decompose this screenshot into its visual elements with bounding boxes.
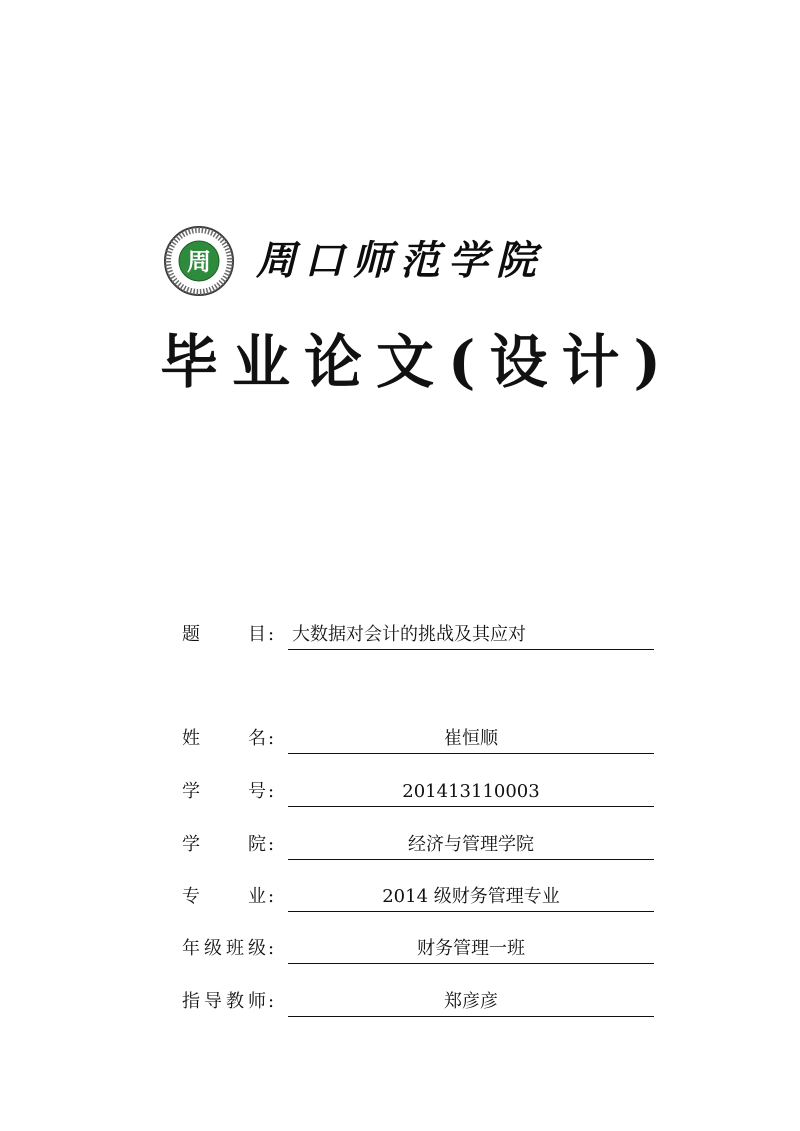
field-label-text [182, 777, 266, 807]
field-value: 经济与管理学院 [288, 830, 654, 860]
field-value: 201413110003 [288, 777, 654, 807]
university-header [164, 226, 544, 296]
field-label-colon: : [268, 991, 275, 1012]
university-name: 周口师范学院 [256, 237, 544, 284]
field-label-char: 姓 [182, 728, 200, 749]
field-label-char: 班 [226, 938, 244, 959]
field-label-text [182, 724, 266, 754]
info-row [182, 777, 654, 807]
field-value: 郑彦彦 [288, 987, 654, 1017]
seal-character: 周 [187, 248, 211, 276]
info-row [182, 987, 654, 1017]
field-label [182, 934, 288, 964]
field-value: 崔恒顺 [288, 724, 654, 754]
info-row [182, 830, 654, 860]
field-label-colon: : [268, 624, 275, 645]
info-row [182, 620, 654, 650]
field-value: 财务管理一班 [288, 934, 654, 964]
field-label-text [182, 882, 266, 912]
field-label-text [182, 934, 266, 964]
field-label-char: 题 [182, 624, 200, 645]
university-seal-logo [164, 226, 234, 296]
field-label-char: 院 [248, 834, 266, 855]
field-label-char: 年 [182, 938, 200, 959]
info-row [182, 724, 654, 754]
field-label-char: 级 [248, 938, 266, 959]
field-label-colon: : [268, 886, 275, 907]
info-row [182, 882, 654, 912]
field-label [182, 987, 288, 1017]
field-label-text [182, 620, 266, 650]
field-label-colon: : [268, 728, 275, 749]
field-label-char: 指 [182, 991, 200, 1012]
field-label [182, 830, 288, 860]
field-label-char: 名 [248, 728, 266, 749]
field-label-char: 导 [204, 991, 222, 1012]
field-label [182, 724, 288, 754]
field-label-text [182, 830, 266, 860]
field-value: 大数据对会计的挑战及其应对 [288, 620, 654, 650]
field-label-char: 教 [226, 991, 244, 1012]
field-label-text [182, 987, 266, 1017]
document-title: 毕业论文(设计) [160, 328, 675, 396]
field-label-char: 学 [182, 834, 200, 855]
field-label-colon: : [268, 781, 275, 802]
field-label-char: 目 [248, 624, 266, 645]
field-label-char: 专 [182, 886, 200, 907]
field-label-char: 业 [248, 886, 266, 907]
field-label-char: 号 [248, 781, 266, 802]
info-row [182, 934, 654, 964]
field-label [182, 620, 288, 650]
field-label [182, 882, 288, 912]
field-label-colon: : [268, 938, 275, 959]
field-label [182, 777, 288, 807]
field-label-colon: : [268, 834, 275, 855]
field-label-char: 学 [182, 781, 200, 802]
field-label-char: 级 [204, 938, 222, 959]
field-value: 2014 级财务管理专业 [288, 882, 654, 912]
field-label-char: 师 [248, 991, 266, 1012]
